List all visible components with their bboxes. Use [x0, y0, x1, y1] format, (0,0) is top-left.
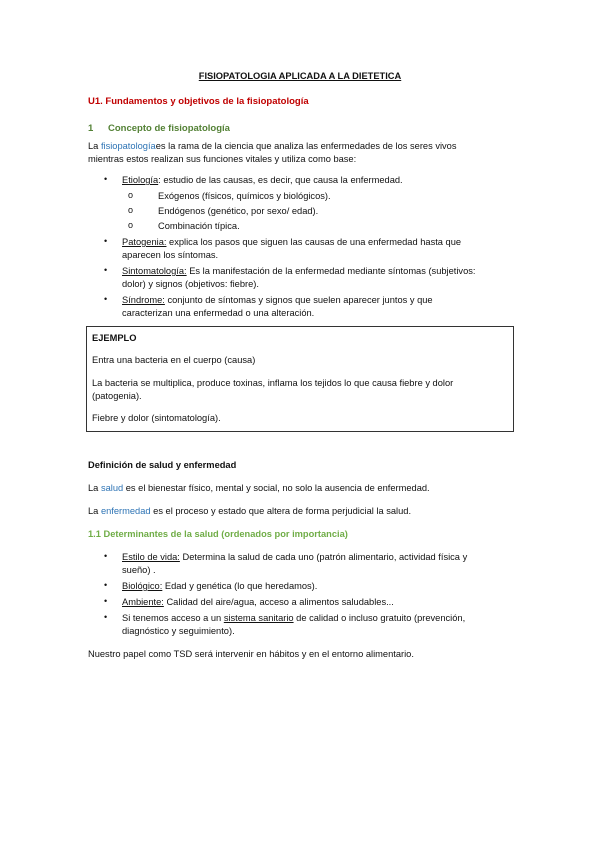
definition: conjunto de síntomas y signos que suelen aparecer juntos y que [164, 295, 433, 305]
salud-definition [88, 482, 430, 494]
intro-paragraph-line2: mientras estos realizan sus funciones vitales y utiliza como base: [88, 154, 357, 164]
example-title: EJEMPLO [92, 333, 137, 343]
circle-bullet-icon: o [128, 205, 134, 215]
enfermedad-definition [88, 505, 411, 517]
definition: Es la manifestación de la enfermedad mediante síntomas (subjetivos: [186, 266, 476, 276]
term: Biológico: [122, 581, 163, 591]
term: Síndrome: [122, 295, 165, 305]
list-item-continuation: aparecen los síntomas. [122, 250, 219, 260]
term: Estilo de vida: [122, 552, 180, 562]
sublist-item: Combinación típica. [158, 221, 240, 231]
definition: Calidad del aire/agua, acceso a alimentos saludables... [163, 597, 394, 607]
unit-heading: U1. Fundamentos y objetivos de la fisiopatología [88, 96, 309, 107]
fisiopatologia-term: fisiopatología [100, 141, 156, 151]
sublist-item: Endógenos (genético, por sexo/ edad). [158, 206, 319, 216]
definition: de calidad o incluso gratuito (prevención, [293, 613, 466, 623]
prefix: La [88, 483, 101, 493]
rest: es el bienestar físico, mental y social, no solo la ausencia de enfermedad. [123, 483, 430, 493]
definition: Determina la salud de cada uno (patrón alimentario, actividad física y [179, 552, 468, 562]
determinant-continuation: sueño) . [122, 565, 156, 575]
term: Patogenia: [122, 237, 167, 247]
example-line: (patogenia). [92, 391, 142, 401]
term: sistema sanitario [223, 613, 294, 623]
determinant-item [122, 580, 317, 592]
example-line: Entra una bacteria en el cuerpo (causa) [92, 355, 256, 365]
example-line: Fiebre y dolor (sintomatología). [92, 413, 221, 423]
intro-paragraph-line1 [88, 140, 457, 152]
rest: es el proceso y estado que altera de forma perjudicial la salud. [150, 506, 412, 516]
definition: Edad y genética (lo que heredamos). [162, 581, 318, 591]
bullet-icon: • [104, 551, 108, 561]
term: Sintomatología: [122, 266, 187, 276]
prefix: La [88, 506, 101, 516]
definition: : estudio de las causas, es decir, que causa la enfermedad. [158, 175, 403, 185]
term: Ambiente: [122, 597, 164, 607]
bullet-icon: • [104, 265, 108, 275]
determinants-heading: 1.1 Determinantes de la salud (ordenados por importancia) [88, 529, 348, 539]
enfermedad-term: enfermedad [100, 506, 151, 516]
definition: explica los pasos que siguen las causas de una enfermedad hasta que [166, 237, 462, 247]
intro-rest: es la rama de la ciencia que analiza las enfermedades de los seres vivos [155, 141, 457, 151]
closing-paragraph: Nuestro papel como TSD será intervenir en hábitos y en el entorno alimentario. [88, 649, 414, 659]
sublist-item: Exógenos (físicos, químicos y biológicos). [158, 191, 331, 201]
bullet-icon: • [104, 174, 108, 184]
determinant-continuation: diagnóstico y seguimiento). [122, 626, 235, 636]
list-item-continuation: caracterizan una enfermedad o una alteración. [122, 308, 315, 318]
definition-heading: Definición de salud y enfermedad [88, 460, 237, 470]
list-item-etiologia [122, 174, 403, 186]
bullet-icon: • [104, 580, 108, 590]
intro-prefix: La [88, 141, 101, 151]
salud-term: salud [100, 483, 124, 493]
bullet-icon: • [104, 596, 108, 606]
bullet-icon: • [104, 236, 108, 246]
list-item-sintomatologia [122, 265, 475, 277]
example-line: La bacteria se multiplica, produce toxinas, inflama los tejidos lo que causa fiebre y dolor [92, 378, 454, 388]
bullet-icon: • [104, 612, 108, 622]
document-title: FISIOPATOLOGIA APLICADA A LA DIETETICA [198, 71, 402, 81]
determinant-item [122, 612, 465, 624]
list-item-patogenia [122, 236, 461, 248]
determinant-item [122, 596, 394, 608]
determinant-item [122, 551, 467, 563]
section-title: Concepto de fisiopatología [108, 123, 230, 134]
section-heading [88, 123, 230, 135]
list-item-sindrome [122, 294, 433, 306]
circle-bullet-icon: o [128, 190, 134, 200]
bullet-icon: • [104, 294, 108, 304]
prefix: Si tenemos acceso a un [122, 613, 224, 623]
section-number: 1 [88, 123, 94, 134]
circle-bullet-icon: o [128, 220, 134, 230]
list-item-continuation: dolor) y signos (objetivos: fiebre). [122, 279, 259, 289]
term: Etiología [122, 175, 159, 185]
